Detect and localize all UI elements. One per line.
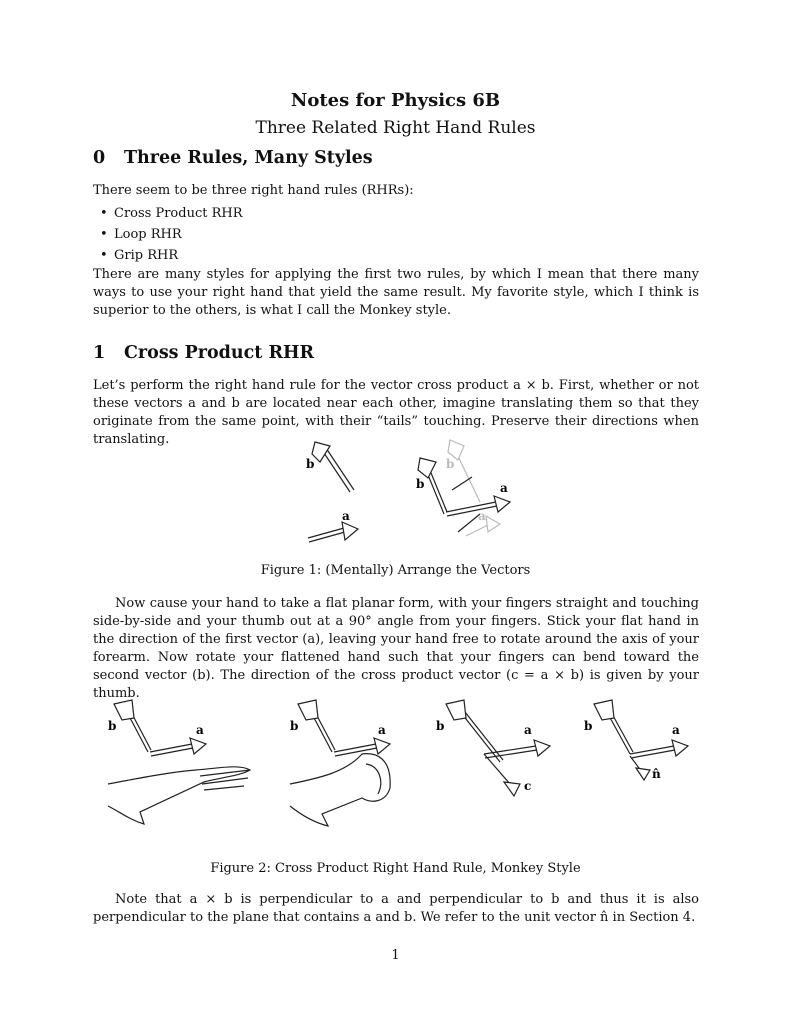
figure-2-caption: Figure 2: Cross Product Right Hand Rule, Monkey Style — [210, 861, 581, 876]
figure-label-b: b — [436, 719, 445, 733]
vector-b-separate — [312, 442, 354, 492]
figure-1-caption: Figure 1: (Mentally) Arrange the Vectors — [260, 563, 531, 578]
figure-label-a: a — [378, 723, 386, 737]
section-title: Three Rules, Many Styles — [124, 148, 373, 168]
figure-label-b: b — [290, 719, 299, 733]
figure-label-b-translated: b — [416, 477, 425, 491]
figure-label-b: b — [108, 719, 117, 733]
figure-label-a: a — [672, 723, 680, 737]
section-0-intro: There seem to be three right hand rules (RHRs): — [93, 183, 414, 198]
figure-label-a: a — [196, 723, 204, 737]
panel-vectors-c — [446, 700, 550, 796]
list-item: • Grip RHR — [100, 245, 243, 266]
section-0-heading — [93, 148, 373, 168]
section-1-paragraph-1: Let’s perform the right hand rule for the vector cross product a × b. First, whether or not these vectors a and b are located near each other, imagine translating them so that they originate from the same point, with their “tails” touching. Preserve their directions when translating. — [93, 378, 699, 447]
section-0-paragraph: There are many styles for applying the first two rules, by which I mean that there many ways to use your right hand that yield the same result. My favorite style, which I think is superior to the others, is what I call the Monkey style. — [93, 267, 699, 318]
panel-flat-hand — [108, 700, 250, 824]
section-title: Cross Product RHR — [124, 343, 315, 363]
page-subtitle: Three Related Right Hand Rules — [255, 118, 536, 138]
section-1-paragraph-2: Now cause your hand to take a flat planar form, with your fingers straight and touching side-by-side and your thumb out at a 90° angle from your fingers. Stick your flat hand in the direction of the first vector (a), leaving your hand free to rotate around the axis of your forearm. Now rotate your flattened hand such that your fingers can bend toward the second vector (b). The direction of the cross product vector (c = a × b) is given by your thumb. — [93, 596, 699, 701]
figure-label-b: b — [306, 457, 315, 471]
figure-1 — [290, 432, 530, 557]
figure-2 — [100, 692, 700, 852]
section-number: 0 — [93, 148, 106, 168]
section-1-heading — [93, 343, 314, 363]
vector-a-separate — [308, 522, 358, 542]
figure-label-b-ghost: b — [446, 457, 455, 471]
figure-label-c: c — [524, 779, 532, 793]
section-number: 1 — [93, 343, 106, 363]
list-item: • Loop RHR — [100, 224, 243, 245]
section-1-paragraph-3: Note that a × b is perpendicular to a and perpendicular to b and thus it is also perpendicular to the plane that contains a and b. We refer to the unit vector n̂ in Section 4. — [93, 892, 699, 925]
panel-bent-hand — [290, 700, 390, 826]
page-number: 1 — [391, 948, 400, 963]
figure-label-a-ghost: a — [478, 509, 486, 523]
list-item: • Cross Product RHR — [100, 203, 243, 224]
rhr-list — [100, 203, 243, 266]
figure-label-a: a — [342, 509, 350, 523]
figure-label-a-translated: a — [500, 481, 508, 495]
figure-label-n-hat: n̂ — [652, 767, 661, 781]
figure-label-b: b — [584, 719, 593, 733]
page-title: Notes for Physics 6B — [290, 90, 501, 111]
panel-vectors-nhat — [594, 700, 688, 780]
figure-label-a: a — [524, 723, 532, 737]
